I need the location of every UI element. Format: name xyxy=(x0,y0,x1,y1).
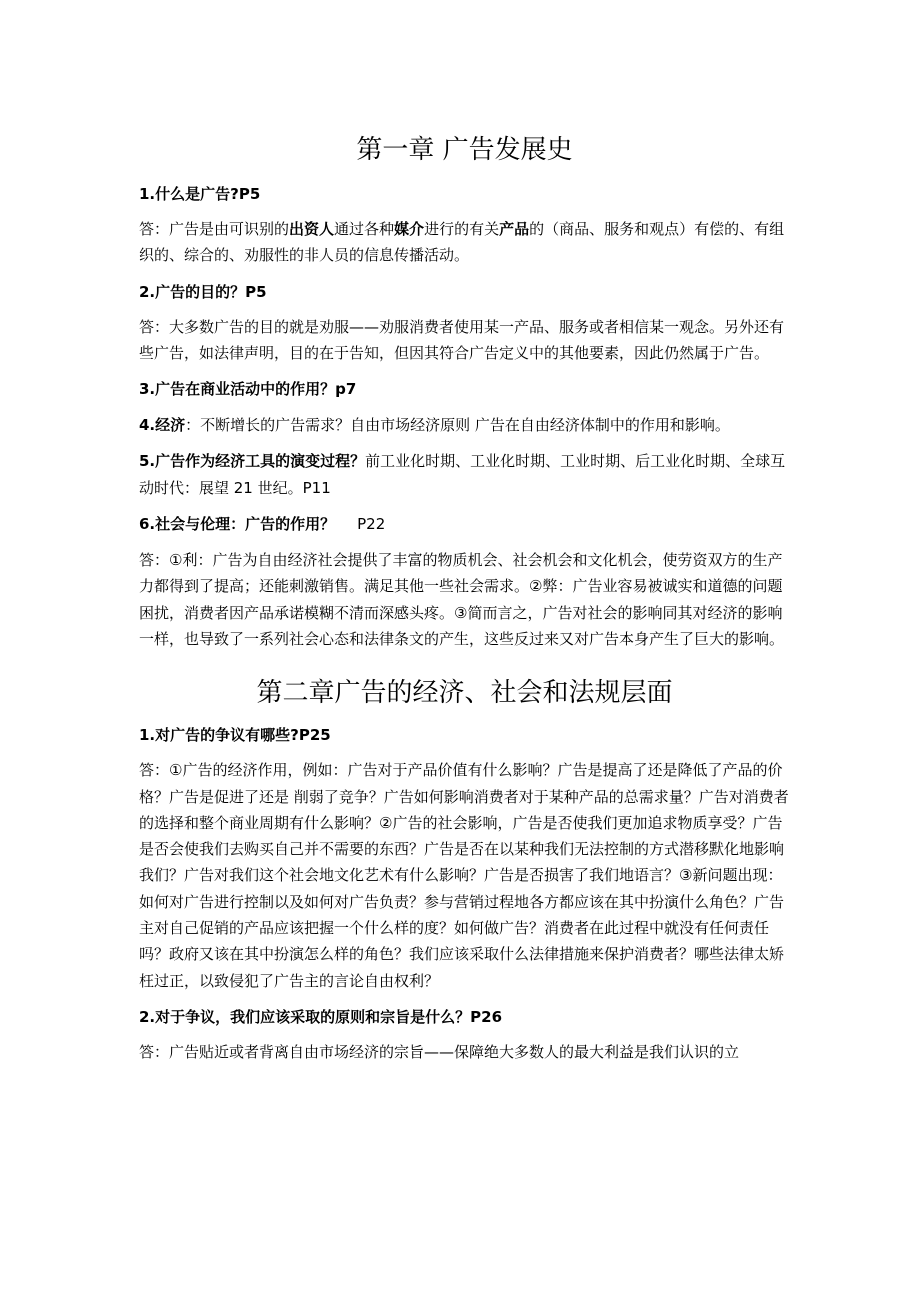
ch1-answer-1-term-sponsor: 出资人 xyxy=(289,220,335,238)
ch1-question-5-label: 5.广告作为经济工具的演变过程？ xyxy=(139,452,366,471)
chapter-2-title: 第二章广告的经济、社会和法规层面 xyxy=(256,678,673,709)
ch1-question-5-text: 前工业化时期、工业化时期、工业时期、后工业化时期、全球互动时代：展望 21 世纪。P11 xyxy=(139,452,786,497)
ch2-answer-2: 答：广告贴近或者背离自由市场经济的宗旨——保障绝大多数人的最大利益是我们认识的立 xyxy=(139,1042,740,1061)
ch1-answer-1-part: 的（商品、服务和观点）有偿的、有组织的、综合的、劝服性的非人员的信息传播活动。 xyxy=(139,220,785,265)
ch2-question-2: 2.对于争议，我们应该采取的原则和宗旨是什么？P26 xyxy=(139,1007,503,1026)
ch1-answer-6: 答：①利：广告为自由经济社会提供了丰富的物质机会、社会机会和文化机会，使劳资双方的生产力都得到了提高；还能刺激销售。满足其他一些社会需求。②弊：广告业容易被诚实和道德的问题困扰，消费者因产品承诺模糊不清而深感头疼。③简而言之，广告对社会的影响同其对经济的影响一样，也导致了一系列社会心态和法律条文的产生，这些反过来又对广告本身产生了巨大的影响。 xyxy=(139,551,785,648)
ch1-answer-1-part: 进行的有关 xyxy=(424,220,500,238)
ch1-question-4 xyxy=(139,412,790,438)
ch1-answer-1-part: 答：广告是由可识别的 xyxy=(139,220,290,238)
ch1-question-6-label: 6.社会与伦理：广告的作用？ xyxy=(139,515,336,534)
ch1-question-6 xyxy=(139,513,790,535)
ch1-answer-2: 答：大多数广告的目的就是劝服——劝服消费者使用某一产品、服务或者相信某一观念。另外还有些广告，如法律声明，目的在于告知，但因其符合广告定义中的其他要素，因此仍然属于广告。 xyxy=(139,317,785,362)
ch1-question-4-text: ：不断增长的广告需求？自由市场经济原则 广告在自由经济体制中的作用和影响。 xyxy=(185,416,730,435)
ch1-question-5 xyxy=(139,448,790,501)
ch2-question-1: 1.对广告的争议有哪些?P25 xyxy=(139,726,331,745)
ch1-answer-1-part: 通过各种 xyxy=(334,220,395,238)
ch1-question-2: 2.广告的目的？P5 xyxy=(139,282,267,301)
ch1-question-4-label: 4.经济 xyxy=(139,416,186,435)
ch1-question-6-page-ref: P22 xyxy=(357,515,386,534)
ch1-question-1: 1.什么是广告?P5 xyxy=(139,185,261,203)
ch1-answer-1-term-media: 媒介 xyxy=(394,220,425,238)
ch1-question-3: 3.广告在商业活动中的作用？p7 xyxy=(139,380,357,399)
chapter-1-title: 第一章 广告发展史 xyxy=(356,135,573,165)
ch1-answer-1 xyxy=(139,216,790,269)
ch2-answer-1: 答：①广告的经济作用，例如：广告对于产品价值有什么影响？广告是提高了还是降低了产品的价格？广告是促进了还是 削弱了竞争？广告如何影响消费者对于某种产品的总需求量？广告对消费者的选择和整个商业周期有什么影响？②广告的社会影响，广告是否使我们更加追求物质享受？广告是否会使我们去购买自己并不需要的东西？广告是否在以某种我们无法控制的方式潜移默化地影响我们？广告对我们这个社会地文化艺术有什么影响？广告是否损害了我们地语言？③新问题出现：如何对广告进行控制以及如何对广告负责？参与营销过程地各方都应该在其中扮演什么角色？广告主对自己促销的产品应该把握一个什么样的度？如何做广告？消费者在此过程中就没有任何责任吗？政府又该在其中扮演怎么样的角色？我们应该采取什么法律措施来保护消费者？哪些法律太矫枉过正，以致侵犯了广告主的言论自由权利？ xyxy=(139,761,789,990)
ch1-answer-1-term-product: 产品 xyxy=(499,220,530,238)
